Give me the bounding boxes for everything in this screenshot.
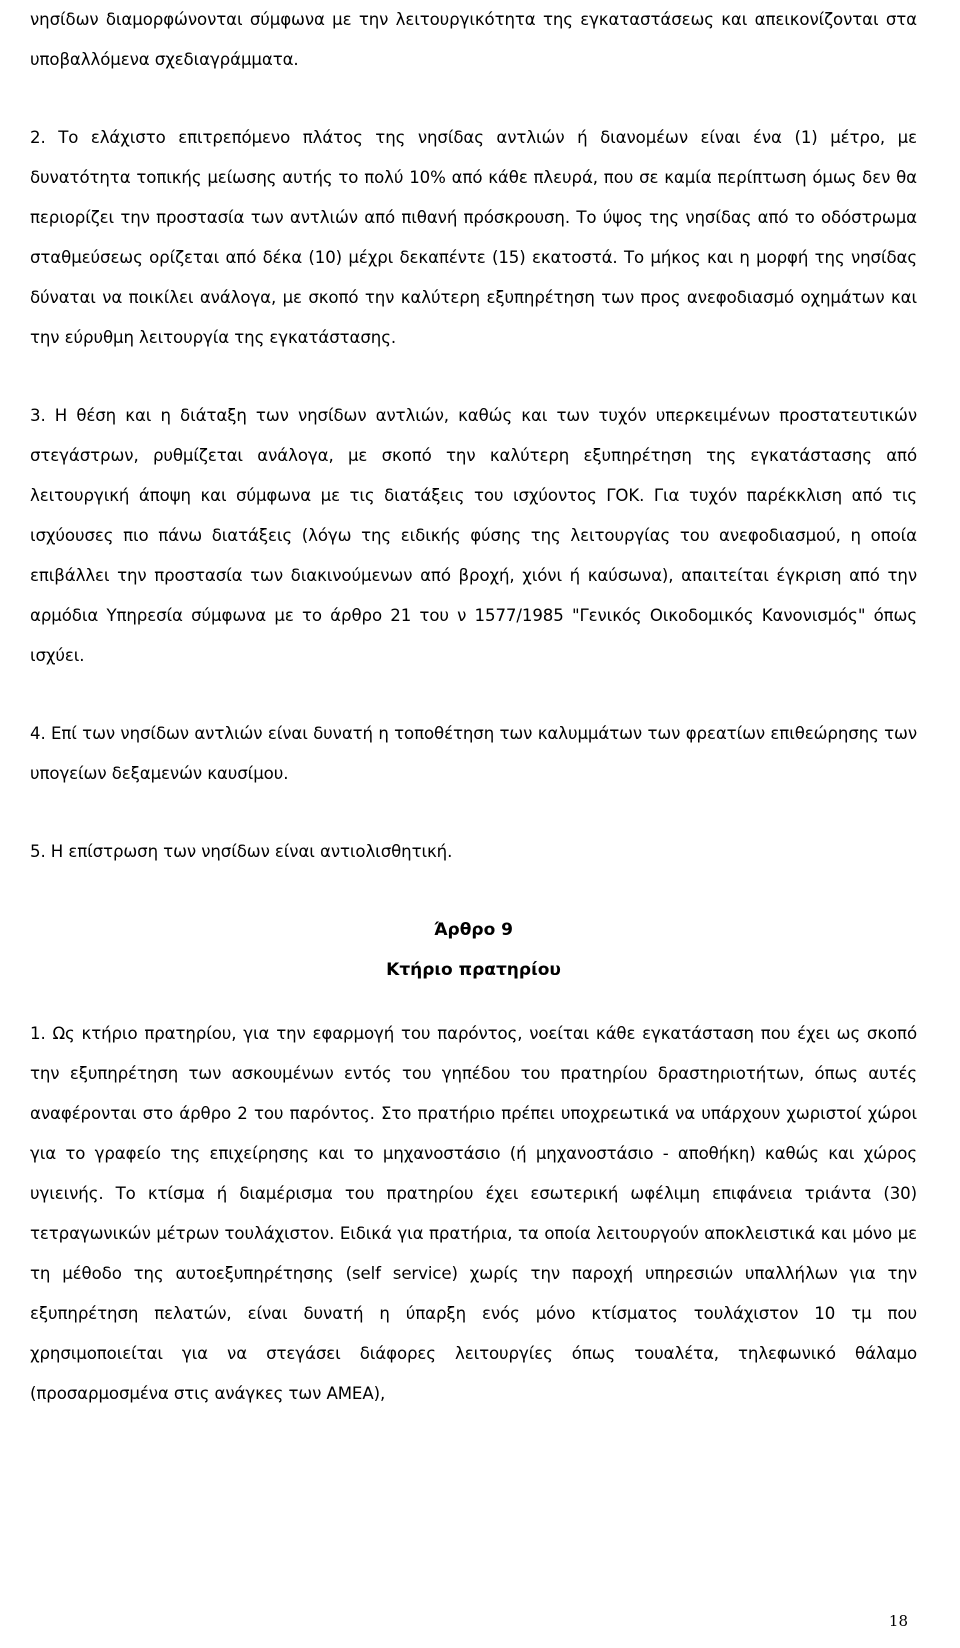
- spacer: [30, 358, 917, 396]
- document-page: [30, 0, 917, 1414]
- paragraph-5: 5. Η επίστρωση των νησίδων είναι αντιολισθητική.: [30, 842, 453, 861]
- spacer: [30, 990, 917, 1014]
- paragraph-intro-continuation: νησίδων διαμορφώνονται σύμφωνα με την λειτουργικότητα της εγκαταστάσεως και απεικονίζονται στα υποβαλλόμενα σχεδιαγράμματα.: [30, 10, 917, 69]
- article-9-paragraph-1: 1. Ως κτήριο πρατηρίου, για την εφαρμογή του παρόντος, νοείται κάθε εγκατάσταση που έχει ως σκοπό την εξυπηρέτηση των ασκουμένων εντός του γηπέδου του πρατηρίου δραστηριοτήτων, όπως αυτές αναφέρονται στο άρθρο 2 του παρόντος. Στο πρατήριο πρέπει υποχρεωτικά να υπάρχουν χωριστοί χώροι για το γραφείο της επιχείρησης και το μηχανοστάσιο (ή μηχανοστάσιο - αποθήκη) καθώς και χώρος υγιεινής. Το κτίσμα ή διαμέρισμα του πρατηρίου έχει εσωτερική ωφέλιμη επιφάνεια τριάντα (30) τετραγωνικών μέτρων τουλάχιστον. Ειδικά για πρατήρια, τα οποία λειτουργούν αποκλειστικά και μόνο με τη μέθοδο της αυτοεξυπηρέτησης (self service) χωρίς την παροχή υπηρεσιών υπαλλήλων για την εξυπηρέτηση πελατών, είναι δυνατή η ύπαρξη ενός μόνο κτίσματος τουλάχιστον 10 τμ που χρησιμοποιείται για να στεγάσει διάφορες λειτουργίες όπως τουαλέτα, τηλεφωνικό θάλαμο (προσαρμοσμένα στις ανάγκες των ΑΜΕΑ),: [30, 1024, 917, 1403]
- spacer: [30, 80, 917, 118]
- paragraph-3: 3. Η θέση και η διάταξη των νησίδων αντλιών, καθώς και των τυχόν υπερκειμένων προστατευτικών στεγάστρων, ρυθμίζεται ανάλογα, με σκοπό την καλύτερη εξυπηρέτηση της εγκατάστασης από λειτουργική άποψη και σύμφωνα με τις διατάξεις του ισχύοντος ΓΟΚ. Για τυχόν παρέκκλιση από τις ισχύουσες πιο πάνω διατάξεις (λόγω της ειδικής φύσης της λειτουργίας του ανεφοδιασμού, η οποία επιβάλλει την προστασία των διακινούμενων από βροχή, χιόνι ή καύσωνα), απαιτείται έγκριση από την αρμόδια Υπηρεσία σύμφωνα με το άρθρο 21 του ν 1577/1985 "Γενικός Οικοδομικός Κανονισμός" όπως ισχύει.: [30, 406, 917, 665]
- paragraph-4: 4. Επί των νησίδων αντλιών είναι δυνατή η τοποθέτηση των καλυμμάτων των φρεατίων επιθεώρησης των υπογείων δεξαμενών καυσίμου.: [30, 724, 917, 783]
- spacer: [30, 794, 917, 832]
- spacer: [30, 872, 917, 910]
- spacer: [30, 676, 917, 714]
- article-title-heading: Κτήριο πρατηρίου: [386, 960, 561, 980]
- paragraph-2: 2. Το ελάχιστο επιτρεπόμενο πλάτος της νησίδας αντλιών ή διανομέων είναι ένα (1) μέτρο, με δυνατότητα τοπικής μείωσης αυτής το πολύ 10% από κάθε πλευρά, που σε καμία περίπτωση όμως δεν θα περιορίζει την προστασία των αντλιών από πιθανή πρόσκρουση. Το ύψος της νησίδας από το οδόστρωμα σταθμεύσεως ορίζεται από δέκα (10) μέχρι δεκαπέντε (15) εκατοστά. Το μήκος και η μορφή της νησίδας δύναται να ποικίλει ανάλογα, με σκοπό την καλύτερη εξυπηρέτηση των προς ανεφοδιασμό οχημάτων και την εύρυθμη λειτουργία της εγκατάστασης.: [30, 128, 917, 347]
- page-number: 18: [888, 1612, 908, 1630]
- article-number-heading: Άρθρο 9: [434, 920, 513, 940]
